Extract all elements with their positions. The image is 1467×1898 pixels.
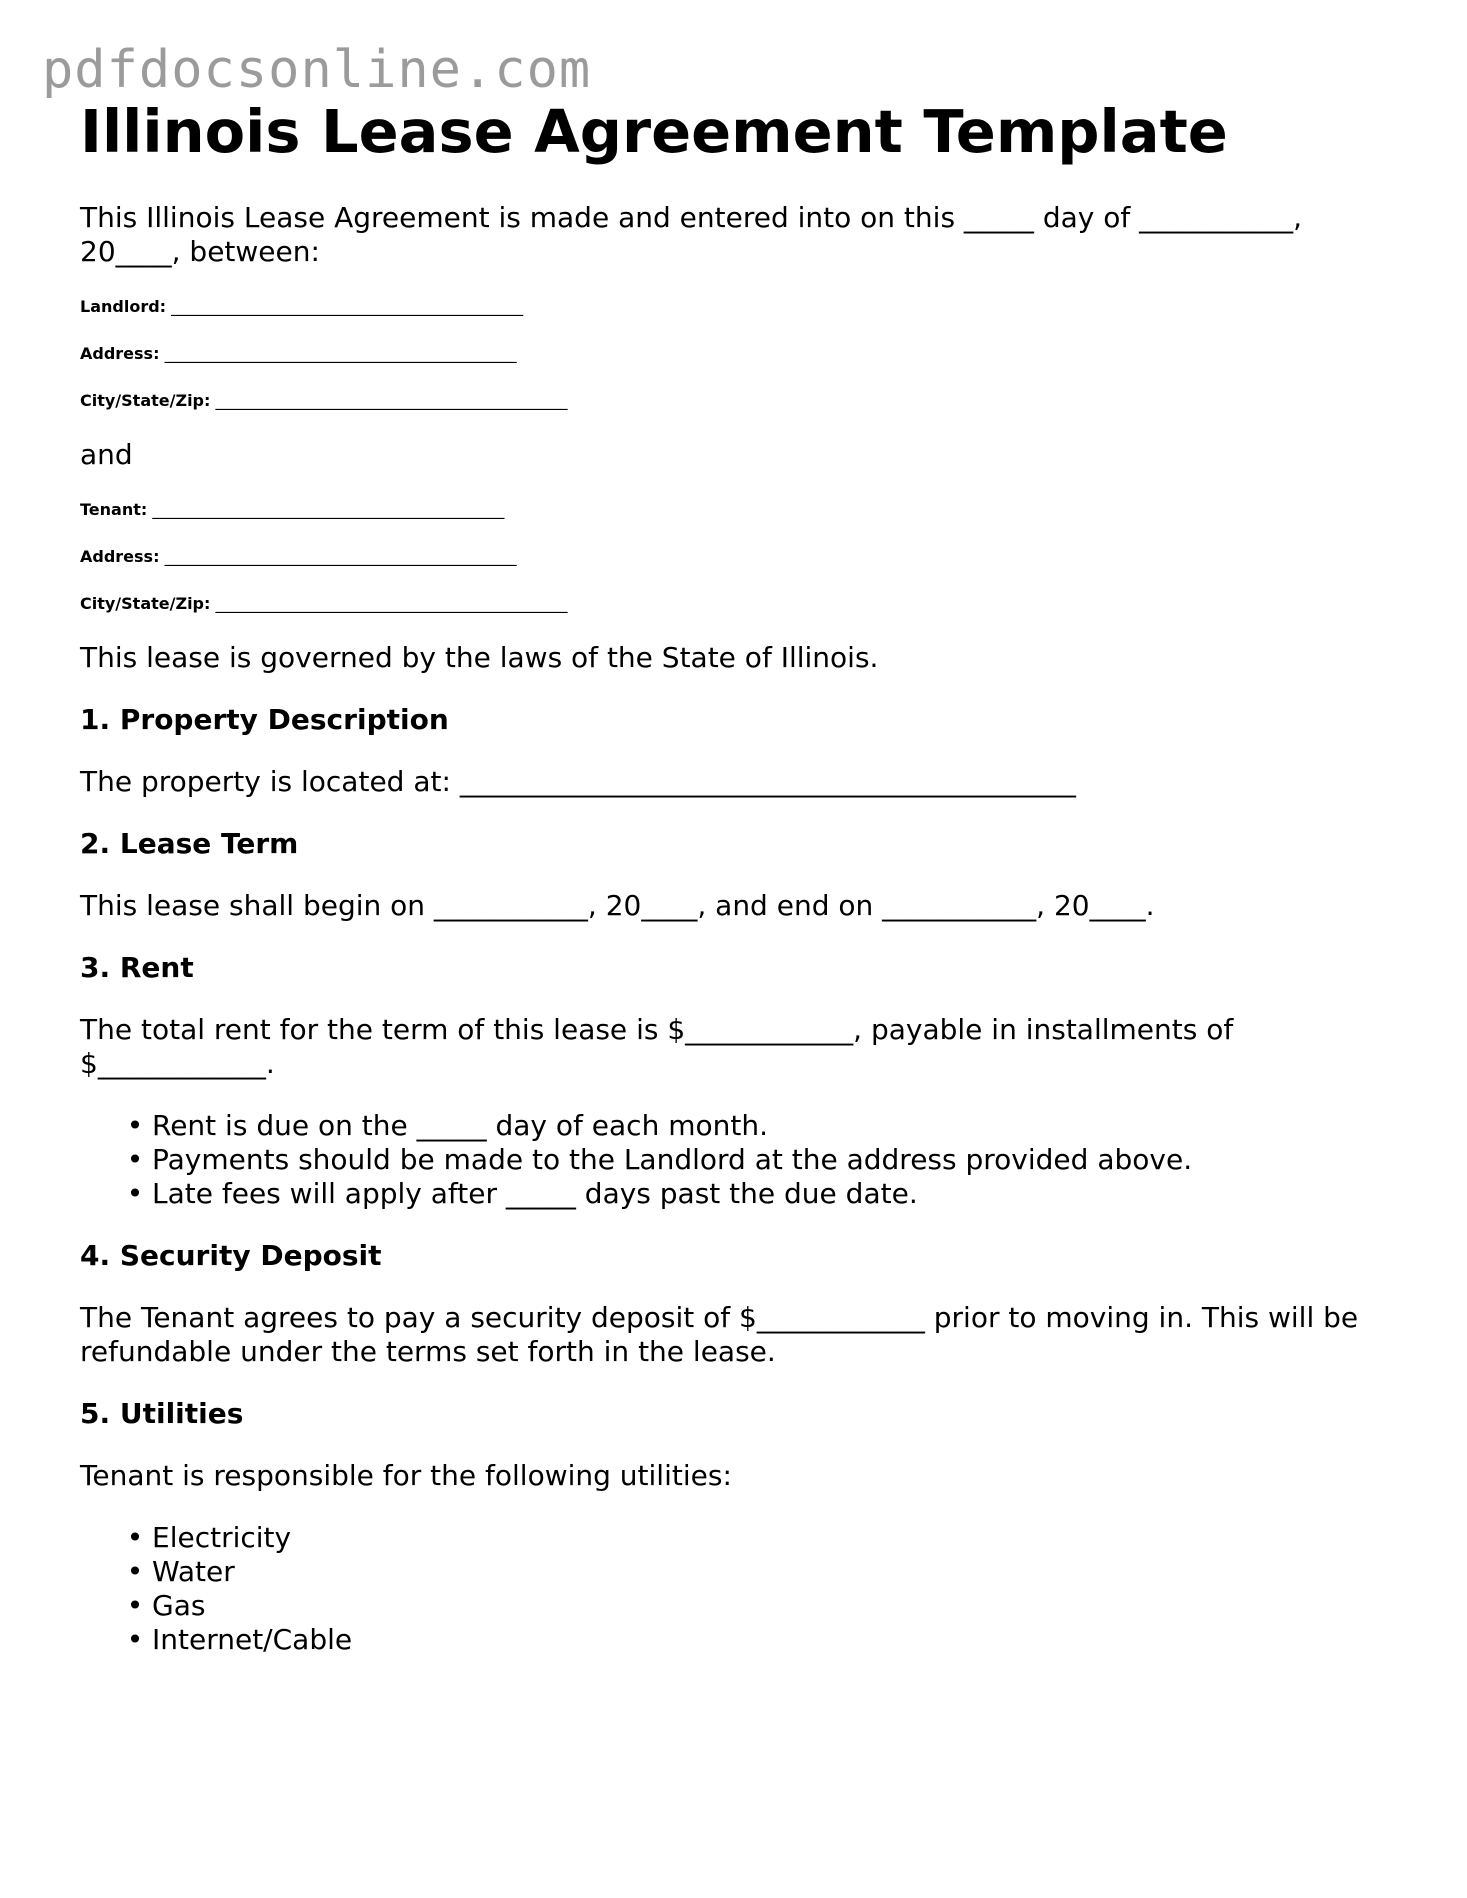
bullet-icon: • <box>126 1588 144 1622</box>
and-text: and <box>80 437 133 471</box>
bullet-icon: • <box>126 1520 144 1554</box>
rent-text: The total rent for the term of this lease is $____________, payable in installments of $____________. <box>80 1012 1234 1080</box>
document-title: Illinois Lease Agreement Template <box>80 97 1228 166</box>
list-item: • Internet/Cable <box>126 1622 353 1656</box>
term-text: This lease shall begin on ___________, 20____, and end on ___________, 20____. <box>80 888 1155 922</box>
bullet-icon: • <box>126 1142 144 1176</box>
bullet-icon: • <box>126 1176 144 1210</box>
list-item: • Gas <box>126 1588 206 1622</box>
list-item: • Payments should be made to the Landlord at the address provided above. <box>126 1142 1193 1176</box>
bullet-icon: • <box>126 1554 144 1588</box>
utilities-bullet-list <box>80 1521 1400 1657</box>
section-heading-deposit: 4. Security Deposit <box>80 1238 382 1272</box>
section-heading-rent: 3. Rent <box>80 950 194 984</box>
tenant-city-label: City/State/Zip: <box>80 593 211 613</box>
property-text: The property is located at: ____________________________________________ <box>80 764 1076 798</box>
bullet-icon: • <box>126 1622 144 1656</box>
tenant-address-blank[interactable]: ____________________________________________ <box>164 546 517 566</box>
list-item: • Water <box>126 1554 235 1588</box>
tenant-city-blank[interactable]: ____________________________________________ <box>215 593 568 613</box>
tenant-name-label: Tenant: <box>80 499 148 519</box>
utilities-text: Tenant is responsible for the following utilities: <box>80 1458 732 1492</box>
landlord-address-blank[interactable]: ____________________________________________ <box>164 343 517 363</box>
section-heading-term: 2. Lease Term <box>80 826 299 860</box>
landlord-city-label: City/State/Zip: <box>80 390 211 410</box>
deposit-text: The Tenant agrees to pay a security deposit of $____________ prior to moving in. This will be refundable under the terms set forth in the lease. <box>80 1300 1359 1368</box>
landlord-name-label: Landlord: <box>80 296 167 316</box>
landlord-address-label: Address: <box>80 343 160 363</box>
list-item: • Late fees will apply after _____ days past the due date. <box>126 1176 918 1210</box>
landlord-address-field <box>80 344 1400 363</box>
tenant-address-field <box>80 547 1400 566</box>
tenant-city-field <box>80 594 1400 613</box>
watermark: pdfdocsonline.com <box>42 40 592 100</box>
governing-law-text: This lease is governed by the laws of the State of Illinois. <box>80 640 879 674</box>
tenant-address-label: Address: <box>80 546 160 566</box>
section-heading-utilities: 5. Utilities <box>80 1396 244 1430</box>
document-body <box>80 98 1400 1657</box>
tenant-name-blank[interactable]: ____________________________________________ <box>152 499 505 519</box>
landlord-name-blank[interactable]: ____________________________________________ <box>171 296 524 316</box>
landlord-name-field <box>80 297 1400 316</box>
section-heading-property: 1. Property Description <box>80 702 449 736</box>
landlord-city-blank[interactable]: ____________________________________________ <box>215 390 568 410</box>
rent-bullet-list <box>80 1109 1400 1211</box>
list-item: • Electricity <box>126 1520 292 1554</box>
list-item: • Rent is due on the _____ day of each month. <box>126 1108 768 1142</box>
bullet-icon: • <box>126 1108 144 1142</box>
tenant-name-field <box>80 500 1400 519</box>
landlord-city-field <box>80 391 1400 410</box>
intro-paragraph: This Illinois Lease Agreement is made and entered into on this _____ day of ___________, 20____, between: <box>80 200 1303 268</box>
